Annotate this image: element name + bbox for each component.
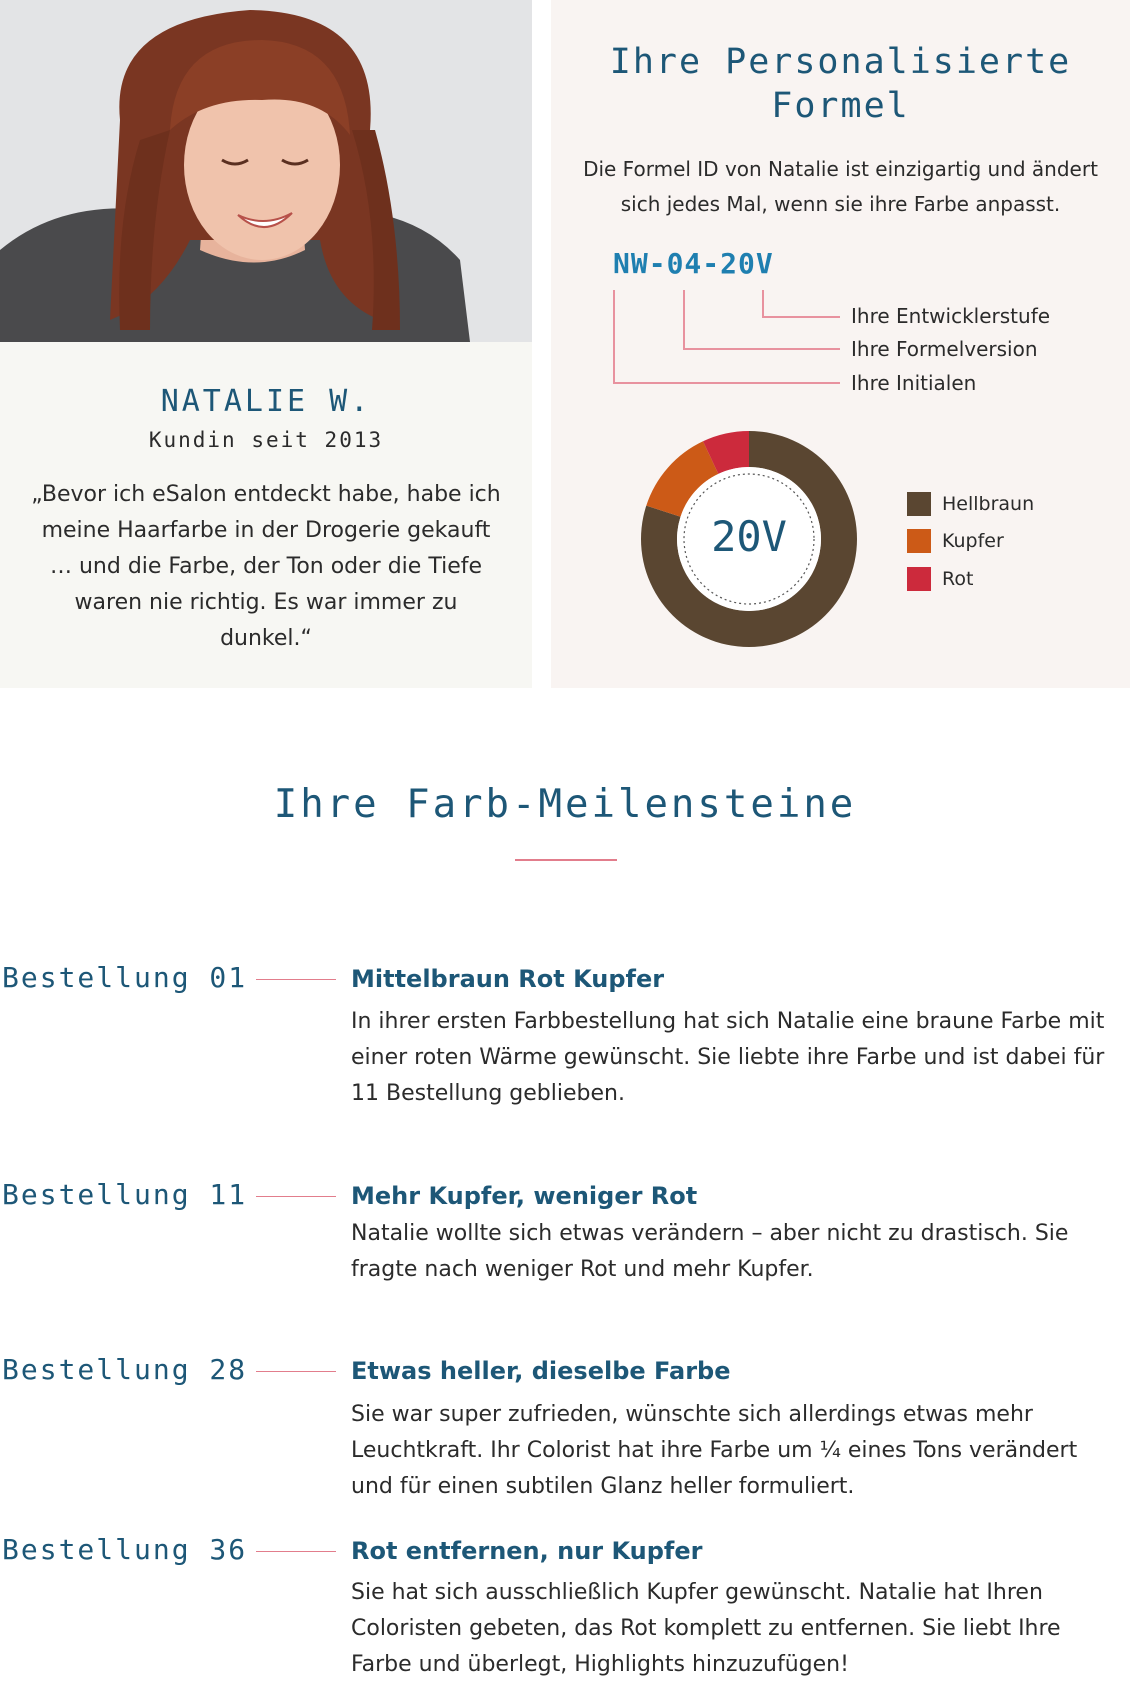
label-initials: Ihre Initialen	[851, 371, 977, 395]
milestone-heading: Etwas heller, dieselbe Farbe	[351, 1357, 731, 1385]
order-label: Bestellung 36	[2, 1533, 248, 1566]
formula-title: Ihre Personalisierte Formel	[609, 42, 1072, 126]
legend-item-kupfer	[907, 528, 1004, 554]
donut-center-label: 20V	[711, 512, 787, 561]
order-connector	[256, 1371, 336, 1372]
label-formula-version: Ihre Formelversion	[851, 337, 1038, 361]
customer-photo	[0, 0, 532, 342]
legend-swatch	[907, 567, 931, 591]
order-label: Bestellung 11	[2, 1178, 248, 1211]
legend-swatch	[907, 492, 931, 516]
milestones-title: Ihre Farb-Meilensteine	[273, 782, 857, 827]
legend-swatch	[907, 529, 931, 553]
order-connector	[256, 1551, 336, 1552]
order-label: Bestellung 01	[2, 961, 248, 994]
legend-item-rot	[907, 566, 973, 592]
milestone-text: Sie hat sich ausschließlich Kupfer gewünscht. Natalie hat Ihren Coloristen gebeten, das Rot komplett zu entfernen. Sie liebt Ihre Farbe und überlegt, Highlights hinzuzufügen!	[351, 1580, 1061, 1677]
legend-label: Rot	[942, 568, 974, 590]
customer-quote: „Bevor ich eSalon entdeckt habe, habe ich meine Haarfarbe in der Drogerie gekauft … und die Farbe, der Ton oder die Tiefe waren nie richtig. Es war immer zu dunkel.“	[31, 482, 501, 651]
label-developer-level: Ihre Entwicklerstufe	[851, 304, 1051, 328]
title-divider	[515, 859, 617, 861]
order-connector	[256, 1196, 336, 1197]
milestone-text: Sie war super zufrieden, wünschte sich allerdings etwas mehr Leuchtkraft. Ihr Colorist hat ihre Farbe um ¼ eines Tons verändert und für einen subtilen Glanz heller formuliert.	[351, 1402, 1078, 1499]
formula-description: Die Formel ID von Natalie ist einzigartig und ändert sich jedes Mal, wenn sie ihre Farbe anpasst.	[583, 157, 1098, 216]
milestone-text: Natalie wollte sich etwas verändern – aber nicht zu drastisch. Sie fragte nach weniger Rot und mehr Kupfer.	[351, 1221, 1069, 1282]
customer-name: NATALIE W.	[160, 384, 372, 419]
milestone-text: In ihrer ersten Farbbestellung hat sich Natalie eine braune Farbe mit einer roten Wärme gewünscht. Sie liebte ihre Farbe und ist dabei für 11 Bestellung geblieben.	[351, 1009, 1105, 1106]
order-label: Bestellung 28	[2, 1353, 248, 1386]
milestone-heading: Mehr Kupfer, weniger Rot	[351, 1182, 698, 1210]
milestone-heading: Mittelbraun Rot Kupfer	[351, 965, 665, 993]
milestone-heading: Rot entfernen, nur Kupfer	[351, 1537, 703, 1565]
customer-card	[0, 0, 532, 688]
connector-initials	[613, 290, 840, 384]
legend-item-hellbraun	[907, 491, 1034, 517]
legend-label: Hellbraun	[942, 493, 1035, 515]
formula-id: NW-04-20V	[613, 247, 774, 280]
order-connector	[256, 979, 336, 980]
customer-since: Kundin seit 2013	[148, 428, 384, 452]
legend-label: Kupfer	[942, 530, 1004, 552]
